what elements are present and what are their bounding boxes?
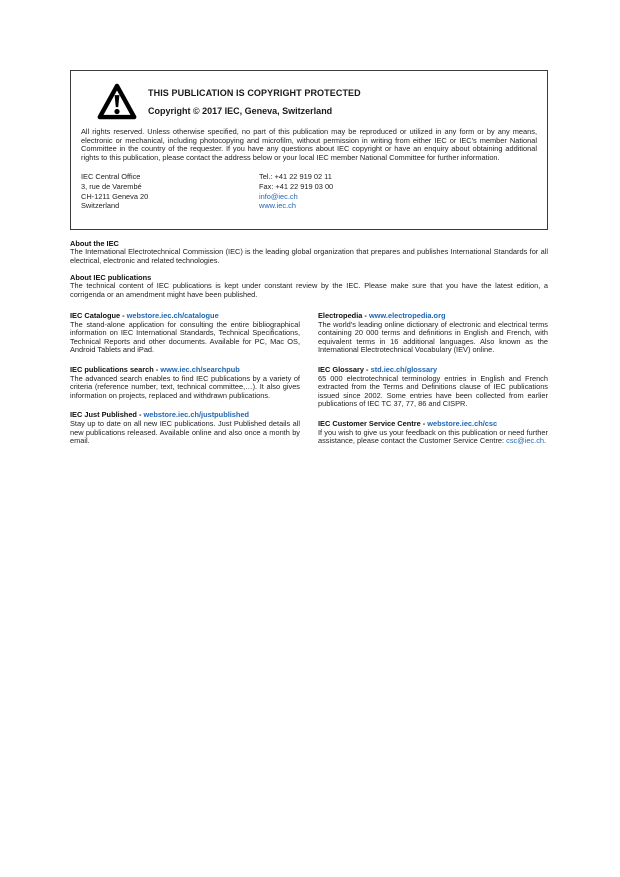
contact-email-link[interactable]: info@iec.ch xyxy=(259,191,298,201)
copyright-box-titles xyxy=(148,88,361,116)
resource-entry-publications-search xyxy=(70,365,300,401)
resource-link[interactable]: webstore.iec.ch/catalogue xyxy=(126,310,219,320)
contact-fax: Fax: +41 22 919 03 00 xyxy=(259,182,334,192)
resource-title xyxy=(70,410,300,419)
resources-column-left xyxy=(70,311,300,456)
contact-block xyxy=(81,172,537,211)
copyright-notice: All rights reserved. Unless otherwise specified, no part of this publication may be reproduced or utilized in any form or by any means, electronic or mechanical, including photocopying and microfilm, without permission in writing from either IEC or IEC's member National Committee in the country of the requester. If you have any questions about IEC copyright or have an enquiry about obtaining additional rights to this publication, please contact the address below or your local IEC member National Committee for further information. xyxy=(81,127,537,162)
copyright-box xyxy=(70,70,548,230)
copyright-box-header xyxy=(97,83,537,120)
resource-body: 65 000 electrotechnical terminology entries in English and French extracted from the Terms and Definitions clause of IEC publications issued since 2002. Some entries have been collected from earlier publications of IEC TC 37, 77, 86 and CISPR. xyxy=(318,373,548,409)
resource-body: The stand-alone application for consulting the entire bibliographical information on IEC International Standards, Technical Specifications, Technical Reports and other documents. Available for PC, Mac OS, Android Tablets and iPad. xyxy=(70,319,300,355)
address-line: IEC Central Office xyxy=(81,172,141,182)
about-publications-body: The technical content of IEC publications is kept under constant review by the IEC. Please make sure that you have the latest edition, a corrigenda or an amendment might have been published. xyxy=(70,281,548,300)
resource-link[interactable]: www.electropedia.org xyxy=(368,310,446,320)
resource-entry-glossary xyxy=(318,365,548,409)
copyright-subtitle: Copyright © 2017 IEC, Geneva, Switzerland xyxy=(148,105,333,116)
resource-link[interactable]: www.iec.ch/searchpub xyxy=(160,364,240,374)
resource-title xyxy=(318,311,548,320)
section-about-iec xyxy=(70,239,548,265)
resource-entry-electropedia xyxy=(318,311,548,355)
page-content xyxy=(70,239,548,456)
phone-block xyxy=(259,172,537,211)
resource-title xyxy=(318,419,548,428)
about-iec-body: The International Electrotechnical Commission (IEC) is the leading global organization that prepares and publishes International Standards for all electrical, electronic and related technologies. xyxy=(70,247,548,265)
resource-body: The advanced search enables to find IEC publications by a variety of criteria (reference number, text, technical committee,…). It also gives information on projects, replaced and withdrawn publications. xyxy=(70,373,300,400)
resource-name: IEC Customer Service Centre - xyxy=(318,418,428,428)
resources-columns xyxy=(70,311,548,456)
resource-title xyxy=(70,311,300,320)
resource-name: IEC Catalogue - xyxy=(70,310,127,320)
resource-body-text: If you wish to give us your feedback on this publication or need further assistance, please contact the Customer Service Centre: xyxy=(318,427,548,446)
about-iec-heading: About the IEC xyxy=(70,239,119,248)
contact-tel: Tel.: +41 22 919 02 11 xyxy=(259,172,332,182)
resource-name: IEC Glossary - xyxy=(318,364,371,374)
copyright-title: THIS PUBLICATION IS COPYRIGHT PROTECTED xyxy=(148,87,361,98)
address-line: CH-1211 Geneva 20 xyxy=(81,191,149,201)
resource-link[interactable]: webstore.iec.ch/justpublished xyxy=(143,410,250,420)
resource-name: Electropedia - xyxy=(318,310,369,320)
resource-entry-catalogue xyxy=(70,311,300,355)
resource-link[interactable]: std.iec.ch/glossary xyxy=(370,364,438,374)
resource-entry-just-published xyxy=(70,410,300,446)
resource-body: Stay up to date on all new IEC publications. Just Published details all new publications released. Available online and also once a month by email. xyxy=(70,419,300,446)
resources-column-right xyxy=(318,311,548,456)
resource-body xyxy=(318,429,548,446)
address-block xyxy=(81,172,259,211)
csc-email-link[interactable]: csc@iec.ch xyxy=(506,436,545,446)
resource-name: IEC Just Published - xyxy=(70,410,144,420)
resource-body-text: . xyxy=(544,436,547,446)
contact-website-link[interactable]: www.iec.ch xyxy=(259,201,296,211)
resource-title xyxy=(318,365,548,374)
resource-title xyxy=(70,365,300,374)
resource-name: IEC publications search - xyxy=(70,364,161,374)
resource-link[interactable]: webstore.iec.ch/csc xyxy=(427,418,498,428)
address-line: 3, rue de Varembé xyxy=(81,182,142,192)
resource-body: The world's leading online dictionary of electronic and electrical terms containing 20 000 terms and definitions in English and French, with equivalent terms in 16 additional languages. Also known as the International Electrotechnical Vocabulary (IEV) online. xyxy=(318,319,548,355)
warning-triangle-icon xyxy=(97,83,137,120)
resource-entry-customer-service xyxy=(318,419,548,446)
section-about-publications xyxy=(70,273,548,299)
about-publications-heading: About IEC publications xyxy=(70,273,152,283)
address-line: Switzerland xyxy=(81,201,120,211)
